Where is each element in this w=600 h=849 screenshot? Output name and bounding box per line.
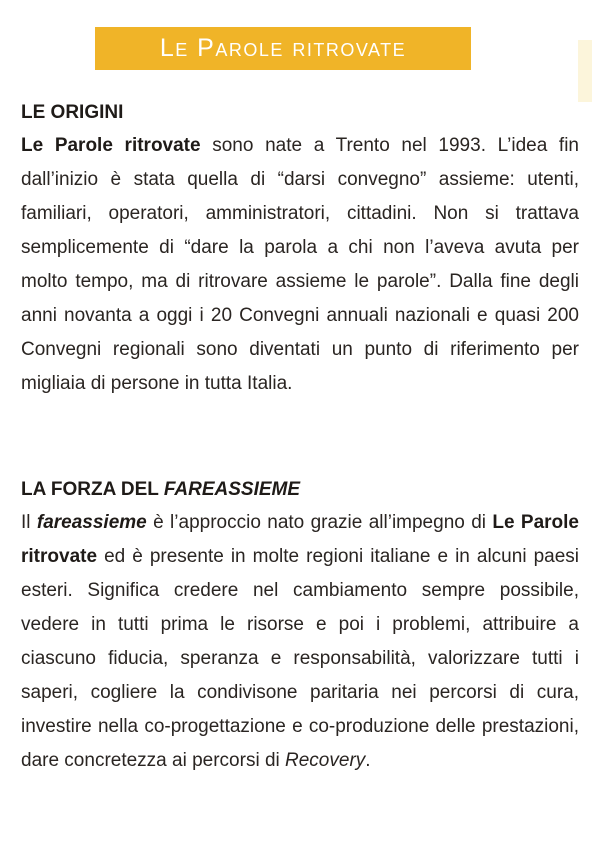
text-run: Il — [21, 512, 37, 533]
text-run: Le Parole ritrovate — [21, 135, 201, 156]
text-run: ed è presente in molte regioni italiane e in alcuni paesi esteri. Significa credere nel cambiamento sempre possibile, vedere in tutti prima le risorse e poi i problemi, attribuire a ciascuno fiducia, speranza e responsabilità, valorizzare tutti i saperi, cogliere la condivisone paritaria nei percorsi di cura, investire nella co-progettazione e co-produzione delle prestazioni, dare concretezza ai percorsi di — [21, 546, 579, 771]
title-banner — [95, 27, 471, 70]
heading-plain-part: LA FORZA DEL — [21, 479, 164, 500]
text-run: . — [365, 750, 371, 771]
section-fareassieme — [21, 478, 579, 778]
section-paragraph-fareassieme — [21, 506, 579, 778]
section-heading-origins: LE ORIGINI — [21, 102, 124, 123]
text-run: è l’approccio nato grazie all’impegno di — [146, 512, 493, 533]
section-origins — [21, 101, 579, 401]
page-edge-mark — [578, 40, 592, 102]
section-heading-fareassieme — [21, 478, 579, 502]
text-run: sono nate a Trento nel 1993. L’idea fin dall’inizio è stata quella di “darsi convegno” assieme: utenti, familiari, operatori, amministratori, cittadini. Non si trattava semplicemente di “dare la parola a chi non l’aveva avuta per molto tempo, ma di ritrovare assieme le parole”. Dalla fine degli anni novanta a oggi i 20 Convegni annuali nazionali e quasi 200 Convegni regionali sono diventati un punto di riferimento per migliaia di persone in tutta Italia. — [21, 135, 579, 394]
text-run: Le Parole ritrovate — [21, 512, 579, 567]
text-run: fareassieme — [36, 512, 147, 533]
section-paragraph-origins — [21, 129, 579, 401]
heading-italic-part: FAREASSIEME — [163, 479, 301, 500]
document-title: Le Parole ritrovate — [159, 34, 407, 62]
text-run: Recovery — [285, 750, 366, 771]
